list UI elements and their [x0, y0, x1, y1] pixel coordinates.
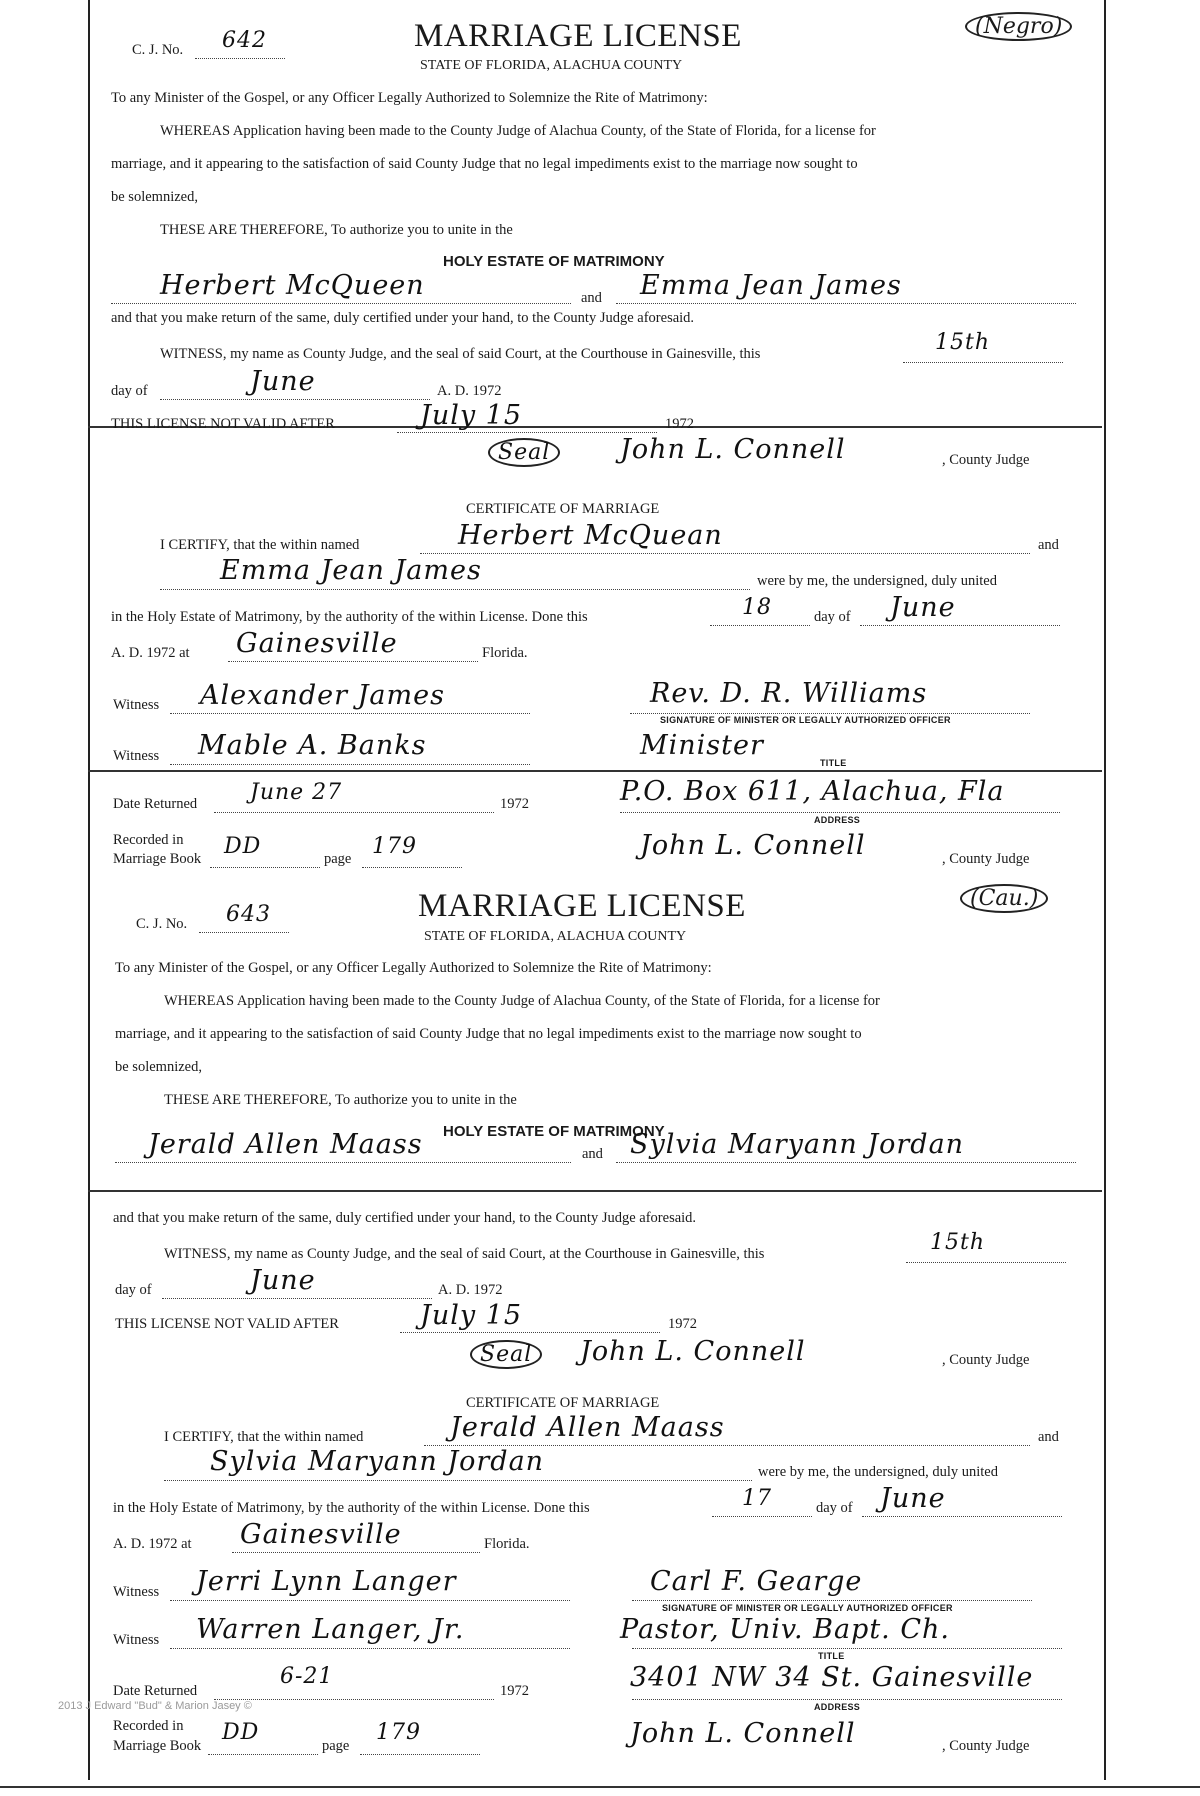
witness-day: 15th [935, 330, 991, 355]
date-returned-year: 1972 [500, 796, 529, 812]
officer-address: 3401 NW 34 St. Gainesville [630, 1662, 1034, 1693]
united-label: were by me, the undersigned, duly united [758, 1464, 998, 1480]
return-line: and that you make return of the same, duly certified under your hand, to the County Judge aforesaid. [111, 310, 695, 326]
cj-number: 642 [222, 28, 267, 53]
groom-name: Jerald Allen Maass [148, 1129, 423, 1160]
book-page: 179 [376, 1720, 421, 1745]
certify-label: I CERTIFY, that the within named [160, 537, 360, 553]
address-line: To any Minister of the Gospel, or any Officer Legally Authorized to Solemnize the Rite of Matrimony: [115, 960, 712, 976]
recorded-in-label: Recorded in [113, 832, 184, 848]
license-subtitle: STATE OF FLORIDA, ALACHUA COUNTY [420, 58, 683, 73]
not-valid-year: 1972 [665, 416, 694, 432]
done-month: June [880, 1483, 946, 1514]
date-returned-label: Date Returned [113, 1683, 198, 1699]
officer-signature: Rev. D. R. Williams [650, 678, 928, 709]
seal-mark: Seal [470, 1340, 542, 1369]
recorded-in-label: Recorded in [113, 1718, 184, 1734]
book-page: 179 [372, 834, 417, 859]
copyright-watermark: 2013 J Edward "Bud" & Marion Jasey © [58, 1700, 252, 1712]
cj-number-label: C. J. No. [136, 916, 188, 932]
and-word: and [581, 290, 602, 306]
cj-number-label: C. J. No. [132, 42, 184, 58]
officer-address: P.O. Box 611, Alachua, Fla [620, 776, 1005, 807]
cert-name-2: Emma Jean James [220, 555, 482, 586]
date-returned: June 27 [250, 780, 343, 805]
county-judge-label: , County Judge [942, 452, 1030, 468]
officer-signature: Carl F. Gearge [650, 1566, 863, 1597]
ad-year: A. D. 1972 [438, 1282, 503, 1298]
day-of-label: day of [111, 383, 148, 399]
witness-2-label: Witness [113, 1632, 160, 1648]
done-month: June [890, 592, 956, 623]
license-month: June [250, 366, 316, 397]
cert-day-of: day of [814, 609, 851, 625]
cert-name-1: Herbert McQuean [458, 520, 723, 551]
corner-note: (Negro) [965, 12, 1072, 41]
date-returned-year: 1972 [500, 1683, 529, 1699]
not-valid-label: THIS LICENSE NOT VALID AFTER [111, 416, 335, 432]
address-line: To any Minister of the Gospel, or any Officer Legally Authorized to Solemnize the Rite of Matrimony: [111, 90, 708, 106]
holy-line: in the Holy Estate of Matrimony, by the authority of the within License. Done this [113, 1500, 590, 1516]
ad-year: A. D. 1972 [437, 383, 502, 399]
not-valid-date: July 15 [420, 400, 523, 431]
license-title: MARRIAGE LICENSE [418, 888, 746, 924]
cert-witness-1: Alexander James [200, 680, 445, 711]
page-bottom-rule [0, 1786, 1200, 1788]
not-valid-date: July 15 [420, 1300, 523, 1331]
record-divider [88, 770, 1102, 772]
judge-signature: John L. Connell [580, 1336, 806, 1367]
witness-line: WITNESS, my name as County Judge, and the seal of said Court, at the Courthouse in Gainesville, this [164, 1246, 765, 1262]
united-label: were by me, the undersigned, duly united [757, 573, 997, 589]
and-word: and [582, 1146, 603, 1162]
florida-label: Florida. [482, 645, 528, 661]
marriage-book-label: Marriage Book [113, 851, 202, 867]
address-caption: ADDRESS [814, 815, 861, 825]
license-title: MARRIAGE LICENSE [414, 18, 742, 54]
holy-estate-heading: HOLY ESTATE OF MATRIMONY [443, 253, 665, 270]
whereas-line-2: marriage, and it appearing to the satisfaction of said County Judge that no legal impediments exist to the marriage now sought to [111, 156, 858, 172]
witness-2-label: Witness [113, 748, 160, 764]
county-judge-label: , County Judge [942, 1352, 1030, 1368]
cert-witness-1: Jerri Lynn Langer [196, 1566, 457, 1597]
cert-ad-label: A. D. 1972 at [111, 645, 190, 661]
cj-number: 643 [226, 902, 271, 927]
marriage-book-label: Marriage Book [113, 1738, 202, 1754]
address-caption: ADDRESS [814, 1702, 861, 1712]
recording-county-judge: , County Judge [942, 1738, 1030, 1754]
holy-estate-heading: HOLY ESTATE OF MATRIMONY [443, 1123, 665, 1140]
marriage-book: DD [224, 834, 262, 859]
cert-witness-2: Mable A. Banks [198, 730, 427, 761]
certificate-heading: CERTIFICATE OF MARRIAGE [466, 501, 660, 517]
not-valid-label: THIS LICENSE NOT VALID AFTER [115, 1316, 339, 1332]
witness-day: 15th [930, 1230, 986, 1255]
recording-judge-signature: John L. Connell [630, 1718, 856, 1749]
holy-line: in the Holy Estate of Matrimony, by the authority of the within License. Done this [111, 609, 588, 625]
cert-name-2: Sylvia Maryann Jordan [210, 1446, 545, 1477]
page-label: page [324, 851, 352, 867]
whereas-line-3: be solemnized, [111, 189, 198, 205]
these-are-therefore: THESE ARE THEREFORE, To authorize you to unite in the [164, 1092, 517, 1108]
cert-place: Gainesville [240, 1519, 402, 1550]
corner-note: (Cau.) [960, 884, 1048, 913]
title-caption: TITLE [820, 758, 847, 768]
done-day: 18 [742, 595, 772, 620]
officer-caption: SIGNATURE OF MINISTER OR LEGALLY AUTHORIZED OFFICER [660, 715, 951, 725]
judge-signature: John L. Connell [620, 434, 846, 465]
recording-county-judge: , County Judge [942, 851, 1030, 867]
bride-name: Sylvia Maryann Jordan [630, 1129, 965, 1160]
date-returned-label: Date Returned [113, 796, 198, 812]
whereas-line-2: marriage, and it appearing to the satisfaction of said County Judge that no legal impediments exist to the marriage now sought to [115, 1026, 862, 1042]
seal-mark: Seal [488, 438, 560, 467]
cert-name-1: Jerald Allen Maass [450, 1412, 725, 1443]
day-of-label: day of [115, 1282, 152, 1298]
cert-ad-label: A. D. 1972 at [113, 1536, 192, 1552]
license-subtitle: STATE OF FLORIDA, ALACHUA COUNTY [424, 929, 687, 944]
cert-place: Gainesville [236, 628, 398, 659]
whereas-line-1: WHEREAS Application having been made to the County Judge of Alachua County, of the State of Florida, for a license for [164, 993, 880, 1009]
officer-title: Minister [640, 730, 764, 761]
cert-and: and [1038, 537, 1059, 553]
return-line: and that you make return of the same, duly certified under your hand, to the County Judge aforesaid. [113, 1210, 697, 1226]
page-label: page [322, 1738, 350, 1754]
marriage-book: DD [222, 1720, 260, 1745]
cert-witness-2: Warren Langer, Jr. [196, 1614, 465, 1645]
these-are-therefore: THESE ARE THEREFORE, To authorize you to unite in the [160, 222, 513, 238]
date-returned: 6-21 [280, 1664, 334, 1689]
not-valid-year: 1972 [668, 1316, 697, 1332]
officer-title: Pastor, Univ. Bapt. Ch. [620, 1614, 950, 1645]
witness-1-label: Witness [113, 697, 160, 713]
certify-label: I CERTIFY, that the within named [164, 1429, 364, 1445]
section-divider [88, 1190, 1102, 1192]
witness-line: WITNESS, my name as County Judge, and the seal of said Court, at the Courthouse in Gainesville, this [160, 346, 761, 362]
whereas-line-3: be solemnized, [115, 1059, 202, 1075]
bride-name: Emma Jean James [640, 270, 902, 301]
groom-name: Herbert McQueen [160, 270, 425, 301]
witness-1-label: Witness [113, 1584, 160, 1600]
recording-judge-signature: John L. Connell [640, 830, 866, 861]
florida-label: Florida. [484, 1536, 530, 1552]
done-day: 17 [742, 1486, 772, 1511]
whereas-line-1: WHEREAS Application having been made to the County Judge of Alachua County, of the State of Florida, for a license for [160, 123, 876, 139]
license-month: June [250, 1265, 316, 1296]
certificate-heading: CERTIFICATE OF MARRIAGE [466, 1395, 660, 1411]
cert-and: and [1038, 1429, 1059, 1445]
cert-day-of: day of [816, 1500, 853, 1516]
officer-caption: SIGNATURE OF MINISTER OR LEGALLY AUTHORIZED OFFICER [662, 1603, 953, 1613]
title-caption: TITLE [818, 1651, 845, 1661]
